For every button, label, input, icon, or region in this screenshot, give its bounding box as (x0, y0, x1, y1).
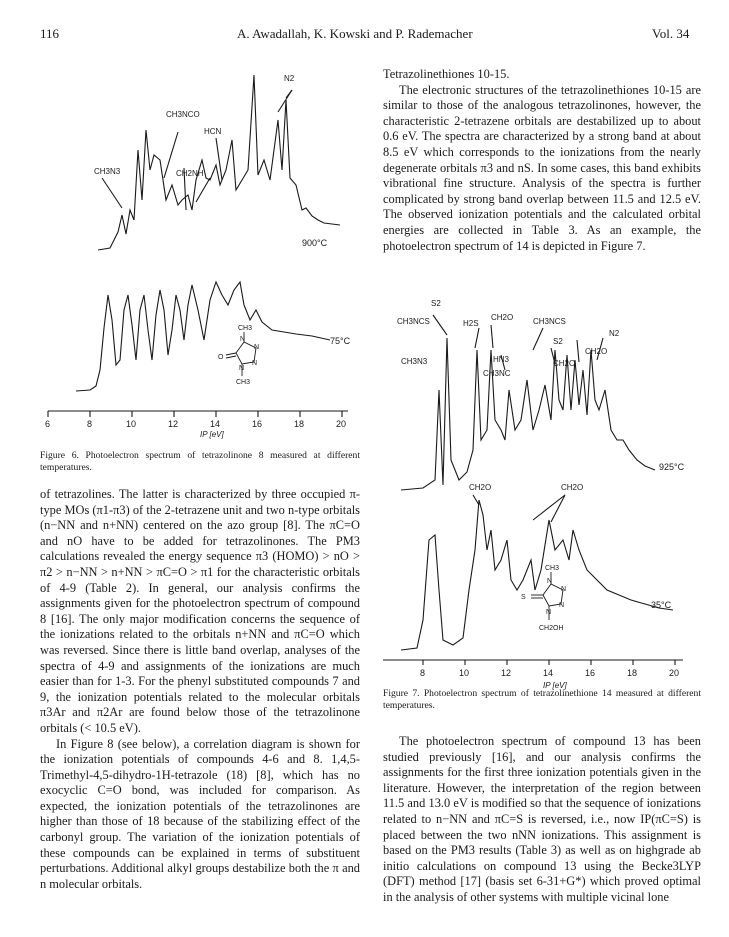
label-900c: 900°C (302, 238, 328, 248)
tick-10: 10 (459, 668, 470, 678)
tick-20: 20 (669, 668, 680, 678)
label-ch3nco: CH3NCO (166, 110, 200, 119)
label-ch2nh: CH2NH (176, 169, 204, 178)
ring-n2: N (254, 344, 260, 351)
label-ch3ncs: CH3NCS (397, 317, 430, 326)
label-n2: N2 (609, 329, 620, 338)
label-ch2o-b: CH2O (553, 359, 576, 368)
label-ch3: CH3 (545, 565, 560, 572)
right-column-bottom (383, 734, 701, 906)
tick-20: 20 (336, 419, 347, 429)
left-column-text (40, 487, 360, 892)
tick-8: 8 (420, 668, 426, 678)
figure-7-caption: Figure 7. Photoelectron spectrum of tetrazolinethione 14 measured at different temperatures. (383, 688, 701, 711)
spectrum-75c-trace (76, 282, 330, 391)
label-h2s: H2S (463, 319, 479, 328)
figure-6-caption: Figure 6. Photoelectron spectrum of tetrazolinone 8 measured at different temperatures. (40, 450, 360, 473)
label-925c: 925°C (659, 462, 685, 472)
x-ticks (423, 660, 675, 665)
tick-16: 16 (252, 419, 263, 429)
label-ch3nc: CH3NC (483, 369, 511, 378)
label-ch2o-low1: CH2O (469, 483, 492, 492)
label-o: O (218, 354, 224, 361)
tick-18: 18 (294, 419, 305, 429)
x-ticks (48, 411, 342, 417)
ring-n3: N (559, 602, 565, 609)
ring-n4: N (239, 365, 245, 372)
ring-n2: N (561, 586, 567, 593)
label-ch3ncs-2: CH3NCS (533, 317, 566, 326)
arrows (102, 90, 292, 210)
tick-8: 8 (87, 419, 93, 429)
label-ch2o-low2: CH2O (561, 483, 584, 492)
label-ch2oh: CH2OH (539, 625, 564, 632)
x-axis-label: IP [eV] (200, 430, 224, 439)
figure-6-spectrum (40, 60, 365, 440)
label-ch3-bottom: CH3 (236, 379, 251, 386)
label-hcn: HCN (204, 127, 222, 136)
left-paragraph-2: In Figure 8 (see below), a correlation diagram is shown for the ionization potentials of compounds 4-6 and 8. 1,4,5-Trimethyl-4,5-dihydro-1H-tetrazole (18) [8], which has no exocyclic C=O bond, was included for comparison. As expected, the ionization potentials of the tetrazolinones are higher than those of 18 because of the stabilizing effect of the carbonyl group. The variation of the ionization potentials of these compounds can be explained in terms of substituent perturbations. Additional alkyl groups destabilize both the π and n molecular orbitals. (40, 736, 360, 891)
spectrum-925c-trace (401, 338, 655, 490)
left-paragraph-1: of tetrazolines. The latter is characterized by three occupied π-type MOs (π1-π3) of the 2-tetrazene unit and two n-type orbitals (n−NN and n+NN) centered on the azo group [8]. The πC=O and nO have to be added for tetrazolinones. The PM3 calculations revealed the energy sequence π3 (HOMO) > nO > π2 > n−NN > n+NN > πC=O > π1 for the characteristic orbitals of 4-9 (Table 2). In general, our analysis confirms the assignments given for the photoelectron spectrum of compound 8 [16]. The only major modification concerns the sequence of the ionizations related to the orbitals n+NN and πC=O which was reversed. Since there is little band overlap, analyses of the spectra of 4-9 and assignments of the ionizations are much easier than for 1-3. For the phenyl substituted compounds 7 and 9, the ionization potentials related to the molecular orbitals π3Ar and π2Ar are found below those of the tetrazolinone orbitals (< 10.5 eV). (40, 487, 360, 735)
tick-16: 16 (585, 668, 596, 678)
label-hn3: HN3 (493, 355, 510, 364)
ring-n1: N (547, 578, 553, 585)
ring-n1: N (240, 336, 246, 343)
label-s2-b: S2 (553, 337, 563, 346)
ring-n3: N (252, 360, 258, 367)
right-paragraph-1: The electronic structures of the tetrazolinethiones 10-15 are similar to those of the analogous tetrazolinones, however, the characteristic 2-tetrazene orbitals are destabilized up to about 0.6 eV. The spectra are characterized by a strong band at about 8.5 eV which corresponds to the ionizations from the nearly degenerate orbitals π3 and nS. In some cases, this band exhibits vibrational fine structure. Analysis of the spectra is further complicated by strong band overlap between 11.5 and 12.5 eV. The observed ionization potentials and the calculated orbital energies are collected in Table 3. As an example, the photoelectron spectrum of 14 is depicted in Figure 7. (383, 82, 701, 253)
right-column-top (383, 67, 701, 254)
tick-14: 14 (543, 668, 554, 678)
tick-10: 10 (126, 419, 137, 429)
section-title: Tetrazolinethiones 10-15. (383, 67, 510, 81)
figure-7-x-axis-label: IP [eV] (543, 681, 567, 690)
tick-14: 14 (210, 419, 221, 429)
tick-18: 18 (627, 668, 638, 678)
tick-12: 12 (501, 668, 512, 678)
tick-6: 6 (45, 419, 51, 429)
label-n2: N2 (284, 74, 295, 83)
page-number: 116 (40, 26, 60, 41)
label-ch3-top: CH3 (238, 325, 253, 332)
volume-label: Vol. 34 (652, 26, 690, 41)
label-s2: S2 (431, 299, 441, 308)
label-35c: 35°C (651, 600, 672, 610)
spectrum-35c-trace (401, 500, 673, 650)
running-header-authors: A. Awadallah, K. Kowski and P. Rademacher (237, 26, 473, 41)
label-75c: 75°C (330, 336, 351, 346)
label-s: S (521, 594, 526, 601)
right-paragraph-2: The photoelectron spectrum of compound 13 has been studied previously [16], and our analysis confirms the assignments for the first three ionization potentials given in the literature. However, the interpretation of the region between 11.5 and 13.0 eV is modified so that the sequence of ionizations related to n−NN and πC=S is reversed, i.e., now IP(πC=S) is placed between the two nNN ionizations. This assignment is based on the PM3 results (Table 3) as well as on highgrade ab initio calculations on compound 13 using the Becke3LYP (DFT) method [17] (basis set 6-31+G*) which proved optimal in the analysis of other systems with multiple vicinal lone (383, 734, 701, 904)
label-ch2o: CH2O (491, 313, 514, 322)
tick-12: 12 (168, 419, 179, 429)
label-ch2o-c: CH2O (585, 347, 608, 356)
label-ch3n3: CH3N3 (401, 357, 428, 366)
label-ch3n3: CH3N3 (94, 167, 121, 176)
figure-7-spectrum (383, 290, 705, 680)
ring-n4: N (546, 609, 552, 616)
